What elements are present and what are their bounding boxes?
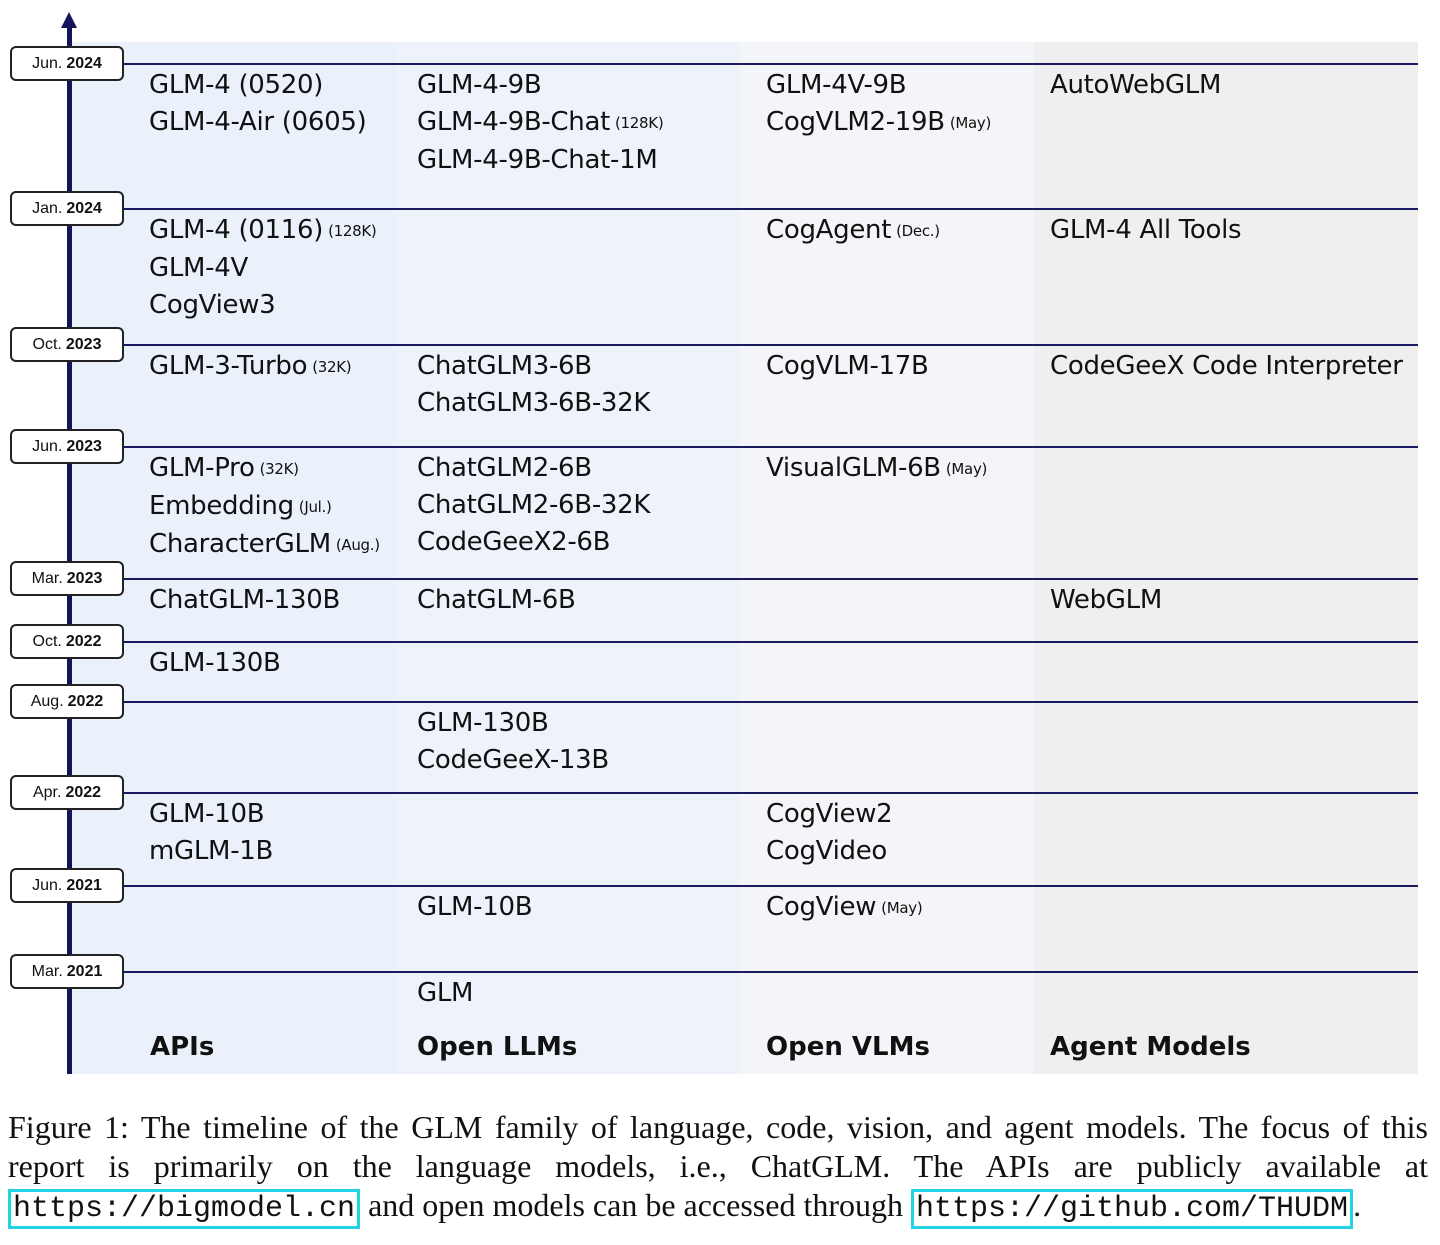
model-name: GLM-Pro: [149, 453, 255, 483]
model-entry: [417, 348, 650, 385]
model-entry: [149, 833, 273, 870]
model-cell-llms: [417, 67, 663, 179]
model-name: GLM-4 All Tools: [1050, 215, 1242, 245]
model-entry: [766, 104, 991, 142]
timeline-date-label: [10, 46, 124, 81]
model-name: WebGLM: [1050, 585, 1162, 615]
model-entry: [417, 705, 609, 742]
date-month: Jun.: [32, 876, 63, 894]
header-open-vlms: Open VLMs: [766, 1032, 930, 1062]
model-cell-vlms: [766, 348, 929, 385]
date-month: Jun.: [32, 437, 63, 455]
caption-text-end: .: [1353, 1187, 1362, 1223]
date-month: Jun.: [32, 54, 63, 72]
model-cell-agents: [1050, 67, 1221, 104]
model-note: (32K): [259, 460, 299, 478]
caption-text-middle: and open models can be accessed through: [360, 1187, 911, 1223]
model-name: CogView: [766, 892, 877, 922]
model-note: (Dec.): [896, 222, 940, 240]
model-name: CharacterGLM: [149, 529, 331, 559]
date-year: 2023: [66, 437, 102, 455]
date-month: Aug.: [30, 692, 64, 710]
model-cell-apis: [149, 582, 340, 619]
model-entry: [417, 582, 576, 619]
model-cell-llms: [417, 975, 473, 1012]
model-entry: [766, 348, 929, 385]
github-link[interactable]: https://github.com/THUDM: [911, 1189, 1353, 1229]
model-name: ChatGLM3-6B-32K: [417, 388, 651, 418]
model-name: Embedding: [149, 491, 294, 521]
date-year: 2021: [66, 876, 102, 894]
model-name: CodeGeeX Code Interpreter: [1050, 351, 1403, 381]
model-entry: [149, 582, 340, 619]
date-year: 2022: [65, 632, 102, 650]
model-entry: [766, 67, 991, 104]
model-cell-apis: [149, 348, 351, 386]
timeline-date-label: [10, 624, 124, 659]
model-note: (Jul.): [298, 498, 332, 516]
date-month: Oct.: [32, 632, 62, 650]
date-year: 2021: [66, 962, 103, 980]
model-cell-apis: [149, 212, 376, 324]
model-name: mGLM-1B: [149, 836, 274, 866]
date-year: 2022: [65, 783, 102, 801]
timeline-axis: [67, 22, 72, 1074]
model-name: GLM-4 (0116): [149, 215, 324, 245]
model-cell-apis: [149, 645, 281, 682]
model-cell-apis: [149, 67, 366, 141]
model-entry: [417, 742, 609, 779]
model-name: GLM-130B: [417, 708, 549, 738]
timeline-divider: [120, 701, 1418, 703]
model-entry: [417, 104, 663, 142]
model-name: GLM-4V-9B: [766, 70, 907, 100]
model-cell-agents: [1050, 582, 1162, 619]
header-apis: APIs: [150, 1032, 215, 1062]
model-entry: [1050, 212, 1241, 249]
date-year: 2024: [66, 54, 102, 72]
timeline-divider: [120, 344, 1418, 346]
figure-caption: [8, 1108, 1428, 1229]
model-note: (May): [881, 899, 923, 917]
model-name: ChatGLM3-6B: [417, 351, 592, 381]
model-entry: [149, 287, 376, 324]
model-entry: [149, 212, 376, 250]
timeline-arrow-icon: [61, 12, 77, 28]
timeline-date-label: [10, 868, 124, 903]
date-year: 2023: [65, 335, 102, 353]
model-cell-llms: [417, 889, 532, 926]
model-name: GLM-4V: [149, 253, 248, 283]
timeline-date-label: [10, 684, 124, 719]
model-note: (32K): [312, 358, 352, 376]
model-entry: [417, 487, 650, 524]
model-name: CogVLM2-19B: [766, 107, 945, 137]
date-month: Jan.: [32, 199, 63, 217]
model-name: ChatGLM-6B: [417, 585, 576, 615]
model-name: CogAgent: [766, 215, 892, 245]
timeline-divider: [120, 792, 1418, 794]
model-name: ChatGLM2-6B: [417, 453, 592, 483]
model-entry: [417, 889, 532, 926]
model-cell-agents: [1050, 348, 1403, 385]
model-entry: [766, 212, 940, 250]
model-entry: [1050, 582, 1162, 619]
model-entry: [766, 796, 892, 833]
model-entry: [1050, 67, 1221, 104]
date-year: 2024: [66, 199, 102, 217]
model-cell-llms: [417, 348, 650, 422]
header-agent-models: Agent Models: [1050, 1032, 1251, 1062]
timeline-divider: [120, 578, 1418, 580]
model-note: (128K): [615, 114, 664, 132]
model-name: VisualGLM-6B: [766, 453, 941, 483]
model-note: (May): [949, 114, 992, 132]
model-name: CodeGeeX-13B: [417, 745, 609, 775]
model-name: GLM-4-9B: [417, 70, 542, 100]
model-entry: [417, 67, 663, 104]
model-entry: [1050, 348, 1403, 385]
model-entry: [149, 645, 281, 682]
model-name: GLM-4 (0520): [149, 70, 324, 100]
model-name: GLM-4-9B-Chat-1M: [417, 145, 658, 175]
caption-text: Figure 1: The timeline of the GLM family of language, code, vision, and agent models. The focus of this report is primarily on the language models, i.e., ChatGLM. The APIs are publicly available at: [8, 1109, 1428, 1184]
model-cell-vlms: [766, 796, 892, 870]
model-cell-agents: [1050, 212, 1241, 249]
date-year: 2023: [66, 569, 103, 587]
model-note: (128K): [328, 222, 377, 240]
timeline-date-label: [10, 954, 124, 989]
date-month: Oct.: [32, 335, 62, 353]
model-entry: [149, 526, 380, 564]
model-entry: [766, 450, 987, 488]
model-name: ChatGLM2-6B-32K: [417, 490, 651, 520]
timeline-date-label: [10, 191, 124, 226]
model-name: CodeGeeX2-6B: [417, 527, 611, 557]
bigmodel-link[interactable]: https://bigmodel.cn: [8, 1189, 360, 1229]
model-name: GLM-10B: [417, 892, 533, 922]
timeline-date-label: [10, 327, 124, 362]
date-month: Mar.: [31, 962, 63, 980]
model-entry: [149, 348, 351, 386]
timeline-divider: [120, 885, 1418, 887]
timeline-divider: [120, 446, 1418, 448]
model-cell-vlms: [766, 67, 991, 142]
model-cell-apis: [149, 450, 380, 564]
model-entry: [766, 833, 892, 870]
model-name: GLM: [417, 978, 474, 1008]
timeline-divider: [120, 641, 1418, 643]
model-name: CogVLM-17B: [766, 351, 929, 381]
model-entry: [417, 524, 650, 561]
model-entry: [149, 488, 380, 526]
model-cell-llms: [417, 450, 650, 561]
model-cell-vlms: [766, 212, 940, 250]
model-entry: [149, 104, 366, 141]
model-entry: [417, 385, 650, 422]
model-entry: [417, 975, 473, 1012]
model-name: GLM-130B: [149, 648, 281, 678]
model-name: CogVideo: [766, 836, 888, 866]
date-year: 2022: [67, 692, 104, 710]
model-cell-vlms: [766, 889, 922, 927]
model-name: GLM-4-9B-Chat: [417, 107, 610, 137]
model-entry: [149, 796, 273, 833]
model-cell-apis: [149, 796, 273, 870]
model-name: GLM-3-Turbo: [149, 351, 308, 381]
timeline-date-label: [10, 775, 124, 810]
model-entry: [766, 889, 922, 927]
model-entry: [149, 450, 380, 488]
timeline-divider: [120, 208, 1418, 210]
model-entry: [149, 250, 376, 287]
model-name: CogView2: [766, 799, 893, 829]
model-cell-vlms: [766, 450, 987, 488]
model-note: (May): [945, 460, 988, 478]
model-entry: [417, 450, 650, 487]
timeline-divider: [120, 63, 1418, 65]
timeline-date-label: [10, 429, 124, 464]
model-entry: [417, 142, 663, 179]
date-month: Apr.: [32, 783, 62, 801]
header-open-llms: Open LLMs: [417, 1032, 578, 1062]
date-month: Mar.: [31, 569, 63, 587]
timeline-date-label: [10, 561, 124, 596]
model-note: (Aug.): [335, 536, 380, 554]
timeline-divider: [120, 971, 1418, 973]
model-cell-llms: [417, 582, 576, 619]
model-name: CogView3: [149, 290, 276, 320]
model-cell-llms: [417, 705, 609, 779]
agent-models-column-background: [1034, 42, 1418, 1074]
model-name: GLM-4-Air (0605): [149, 107, 367, 137]
model-name: ChatGLM-130B: [149, 585, 341, 615]
model-name: AutoWebGLM: [1050, 70, 1222, 100]
model-name: GLM-10B: [149, 799, 265, 829]
model-entry: [149, 67, 366, 104]
